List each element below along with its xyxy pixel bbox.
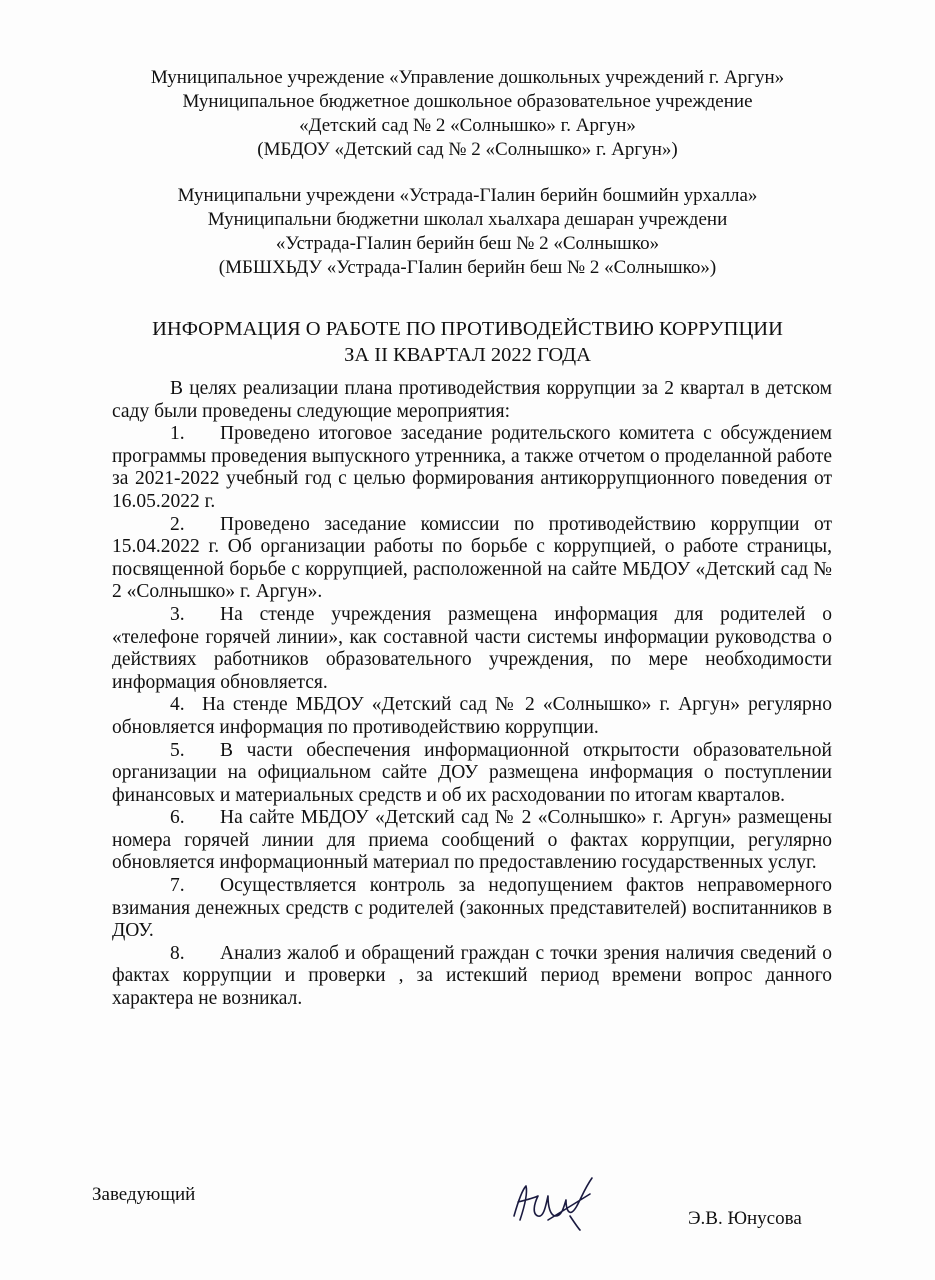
list-item-5 [112, 740, 832, 808]
list-item-number: 6. [170, 807, 185, 829]
list-item-2 [112, 514, 832, 604]
signatory-role: Заведующий [92, 1184, 196, 1205]
list-item-text: В части обеспечения информационной открытости образовательной организации на официальном сайте ДОУ размещена информация о поступлении финансовых и материальных средств и об их расходовании по итогам кварталов. [112, 739, 832, 806]
list-item-text: На стенде учреждения размещена информация для родителей о «телефоне горячей линии», как составной части системы информации руководства о действиях работников образовательного учреждения, по мере необходимости информация обновляется. [112, 603, 832, 693]
list-item-number: 7. [170, 875, 185, 897]
list-item-7 [112, 875, 832, 943]
list-item-text: Осуществляется контроль за недопущением фактов неправомерного взимания денежных средств с родителей (законных представителей) воспитанников в ДОУ. [112, 875, 832, 942]
list-item-text: Анализ жалоб и обращений граждан с точки зрения наличия сведений о фактах коррупции и проверки , за истекший период времени вопрос данного характера не возникал. [112, 942, 832, 1010]
list-item-number: 8. [170, 942, 185, 964]
document-title-line-2: ЗА II КВАРТАЛ 2022 ГОДА [344, 344, 591, 366]
document-title-line-1: ИНФОРМАЦИЯ О РАБОТЕ ПО ПРОТИВОДЕЙСТВИЮ КОРРУПЦИИ [152, 318, 783, 340]
list-item-number: 3. [170, 603, 185, 625]
list-item-8 [112, 943, 832, 1011]
list-item-text: На сайте МБДОУ «Детский сад № 2 «Солнышко» г. Аргун» размещены номера горячей линии для приема сообщений о фактах коррупции, регулярно обновляется информационный материал по предоставлению государственных услуг. [112, 807, 832, 874]
handwritten-signature [508, 1172, 598, 1232]
signature-block [0, 1170, 935, 1240]
signatory-name: Э.В. Юнусова [688, 1208, 802, 1229]
letterhead-ru-line-3: «Детский сад № 2 «Солнышко» г. Аргун» [299, 115, 636, 136]
letterhead-ru-line-2: Муниципальное бюджетное дошкольное образовательное учреждение [182, 91, 753, 112]
letterhead-ce-line-1: Муниципальни учреждени «Устрада-ГIалин берийн бошмийн урхалла» [177, 185, 758, 206]
letterhead-ru-line-4: (МБДОУ «Детский сад № 2 «Солнышко» г. Аргун») [257, 139, 678, 160]
letterhead-ce-line-4: (МБШХЬДУ «Устрада-ГIалин берийн беш № 2 «Солнышко») [218, 257, 717, 278]
letterhead-ru-line-1: Муниципальное учреждение «Управление дошкольных учреждений г. Аргун» [150, 67, 785, 88]
letterhead [0, 66, 935, 280]
document-body [112, 378, 832, 1011]
list-item-text: Проведено итоговое заседание родительского комитета с обсуждением программы проведения выпускного утренника, а также отчетом о проделанной работе за 2021-2022 учебный год с целью формирования антикоррупционного поведения от 16.05.2022 г. [112, 423, 832, 512]
letterhead-ce-line-2: Муниципальни бюджетни школал хьалхара дешаран учреждени [207, 209, 728, 230]
document-title [0, 316, 935, 368]
list-item-number: 1. [170, 423, 185, 445]
list-item-number: 5. [170, 739, 185, 761]
letterhead-ce-line-3: «Устрада-ГIалин берийн беш № 2 «Солнышко» [275, 233, 660, 254]
list-item-number: 4. [170, 694, 185, 716]
list-item-3 [112, 604, 832, 694]
list-item-text: Проведено заседание комиссии по противодействию коррупции от 15.04.2022 г. Об организации работы по борьбе с коррупцией, о работе страницы, посвященной борьбе с коррупцией, расположенной на сайте МБДОУ «Детский сад № 2 «Солнышко» г. Аргун». [112, 513, 832, 603]
intro-paragraph: В целях реализации плана противодействия коррупции за 2 квартал в детском саду были проведены следующие мероприятия: [112, 378, 832, 422]
list-item-1 [112, 423, 832, 513]
list-item-number: 2. [170, 513, 185, 535]
letterhead-spacer [0, 162, 935, 184]
list-item-text: На стенде МБДОУ «Детский сад № 2 «Солнышко» г. Аргун» регулярно обновляется информация по противодействию коррупции. [112, 694, 832, 738]
list-item-4 [112, 694, 832, 739]
list-item-6 [112, 807, 832, 875]
